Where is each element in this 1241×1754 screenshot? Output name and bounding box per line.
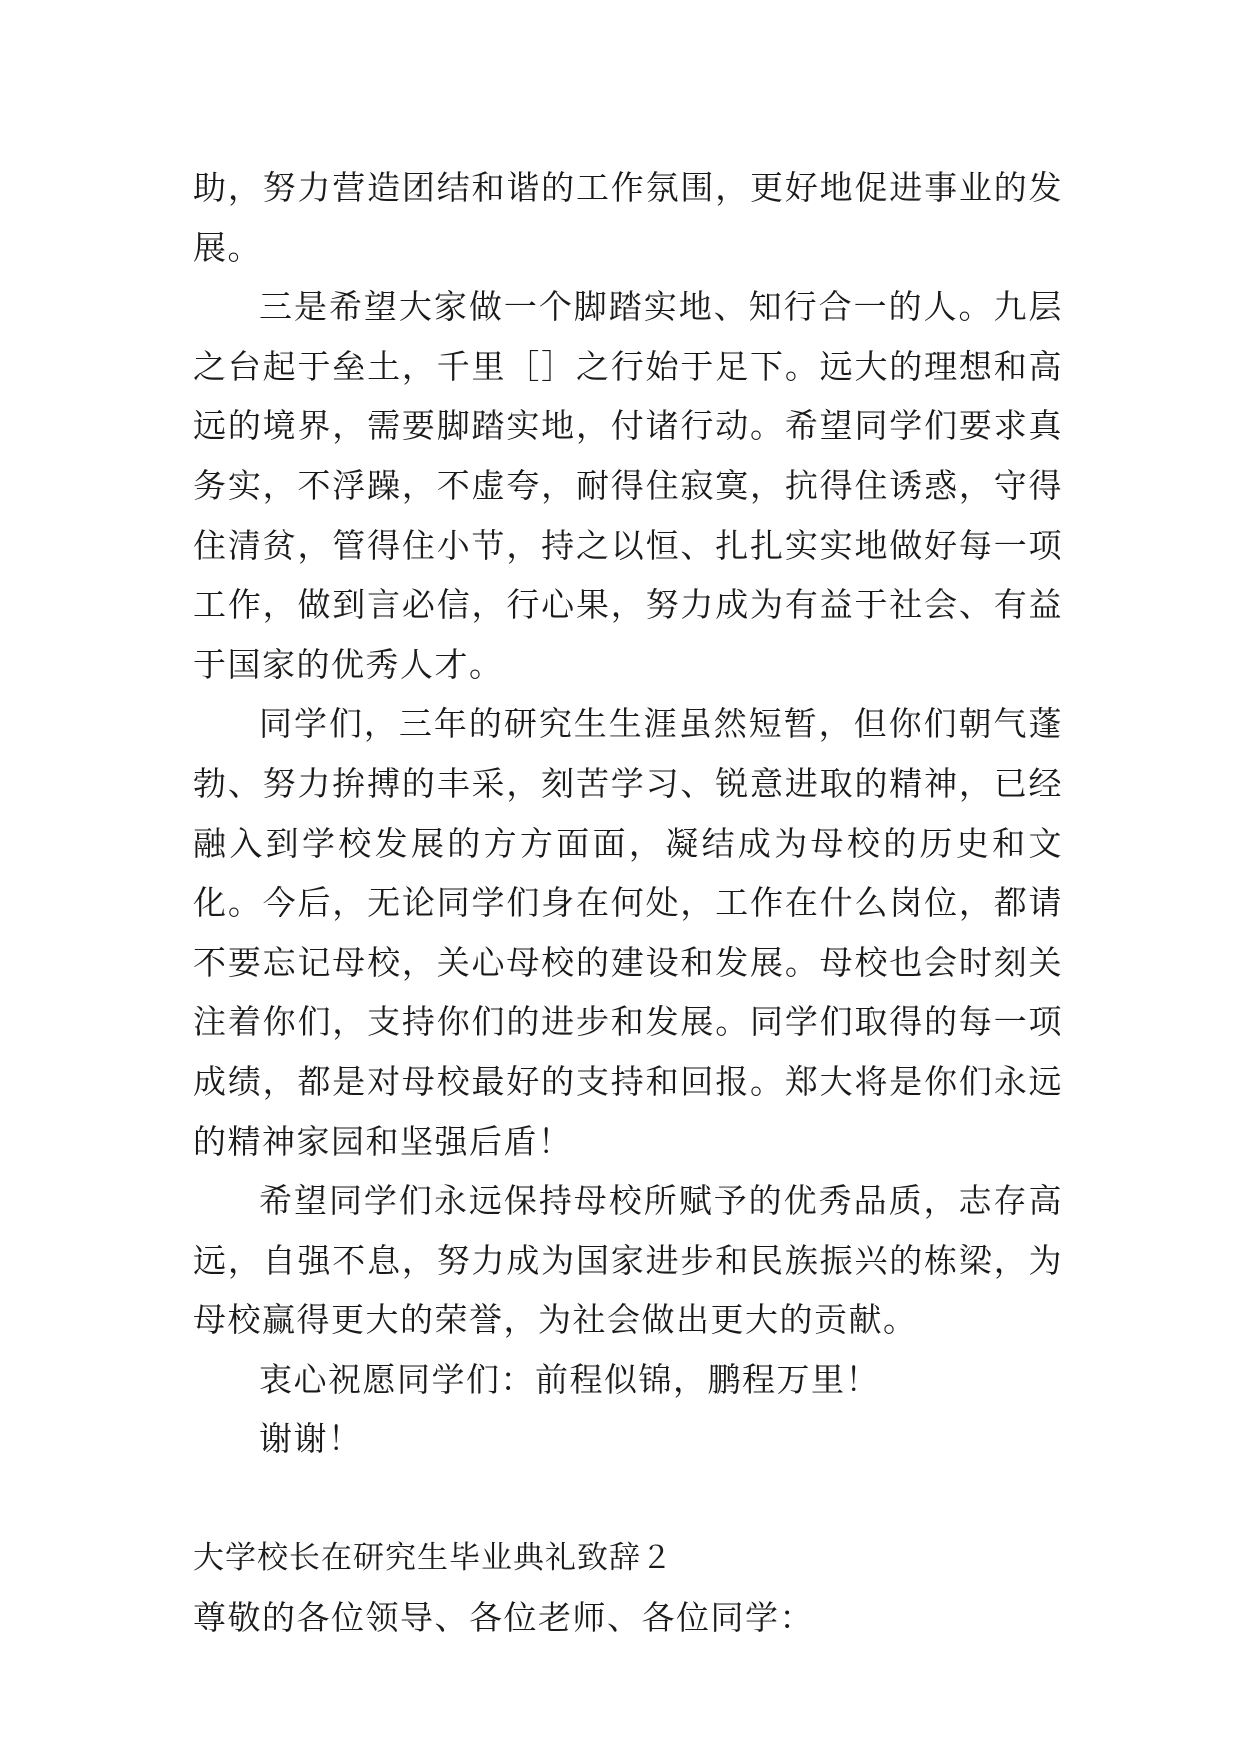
paragraph-blessing: 衷心祝愿同学们：前程似锦，鹏程万里！ [259, 1359, 880, 1399]
paragraph-wish: 希望同学们永远保持母校所赋予的优秀品质，志存高远，自强不息，努力成为国家进步和民族振兴的栋梁，为母校赢得更大的荣誉，为社会做出更大的贡献。 [193, 1181, 1063, 1340]
blank-line [193, 1469, 1063, 1529]
document-page [193, 158, 1063, 1648]
paragraph-continuation: 助，努力营造团结和谐的工作氛围，更好地促进事业的发展。 [193, 168, 1063, 267]
paragraph-thanks: 谢谢！ [259, 1419, 363, 1459]
paragraph-students: 同学们，三年的研究生生涯虽然短暂，但你们朝气蓬勃、努力拚搏的丰采，刻苦学习、锐意进取的精神，已经融入到学校发展的方方面面，凝结成为母校的历史和文化。今后，无论同学们身在何处，工作在什么岗位，都请不要忘记母校，关心母校的建设和发展。母校也会时刻关注着你们，支持你们的进步和发展。同学们取得的每一项成绩，都是对母校最好的支持和回报。郑大将是你们永远的精神家园和坚强后盾！ [193, 704, 1063, 1161]
paragraph-third-hope: 三是希望大家做一个脚踏实地、知行合一的人。九层之台起于垒土，千里［］之行始于足下。远大的理想和高远的境界，需要脚踏实地，付诸行动。希望同学们要求真务实，不浮躁，不虚夸，耐得住寂寞，抗得住诱惑，守得住清贫，管得住小节，持之以恒、扎扎实实地做好每一项工作，做到言必信，行心果，努力成为有益于社会、有益于国家的优秀人才。 [193, 287, 1063, 684]
section-title: 大学校长在研究生毕业典礼致辞２ [193, 1539, 673, 1576]
salutation: 尊敬的各位领导、各位老师、各位同学： [193, 1598, 814, 1638]
